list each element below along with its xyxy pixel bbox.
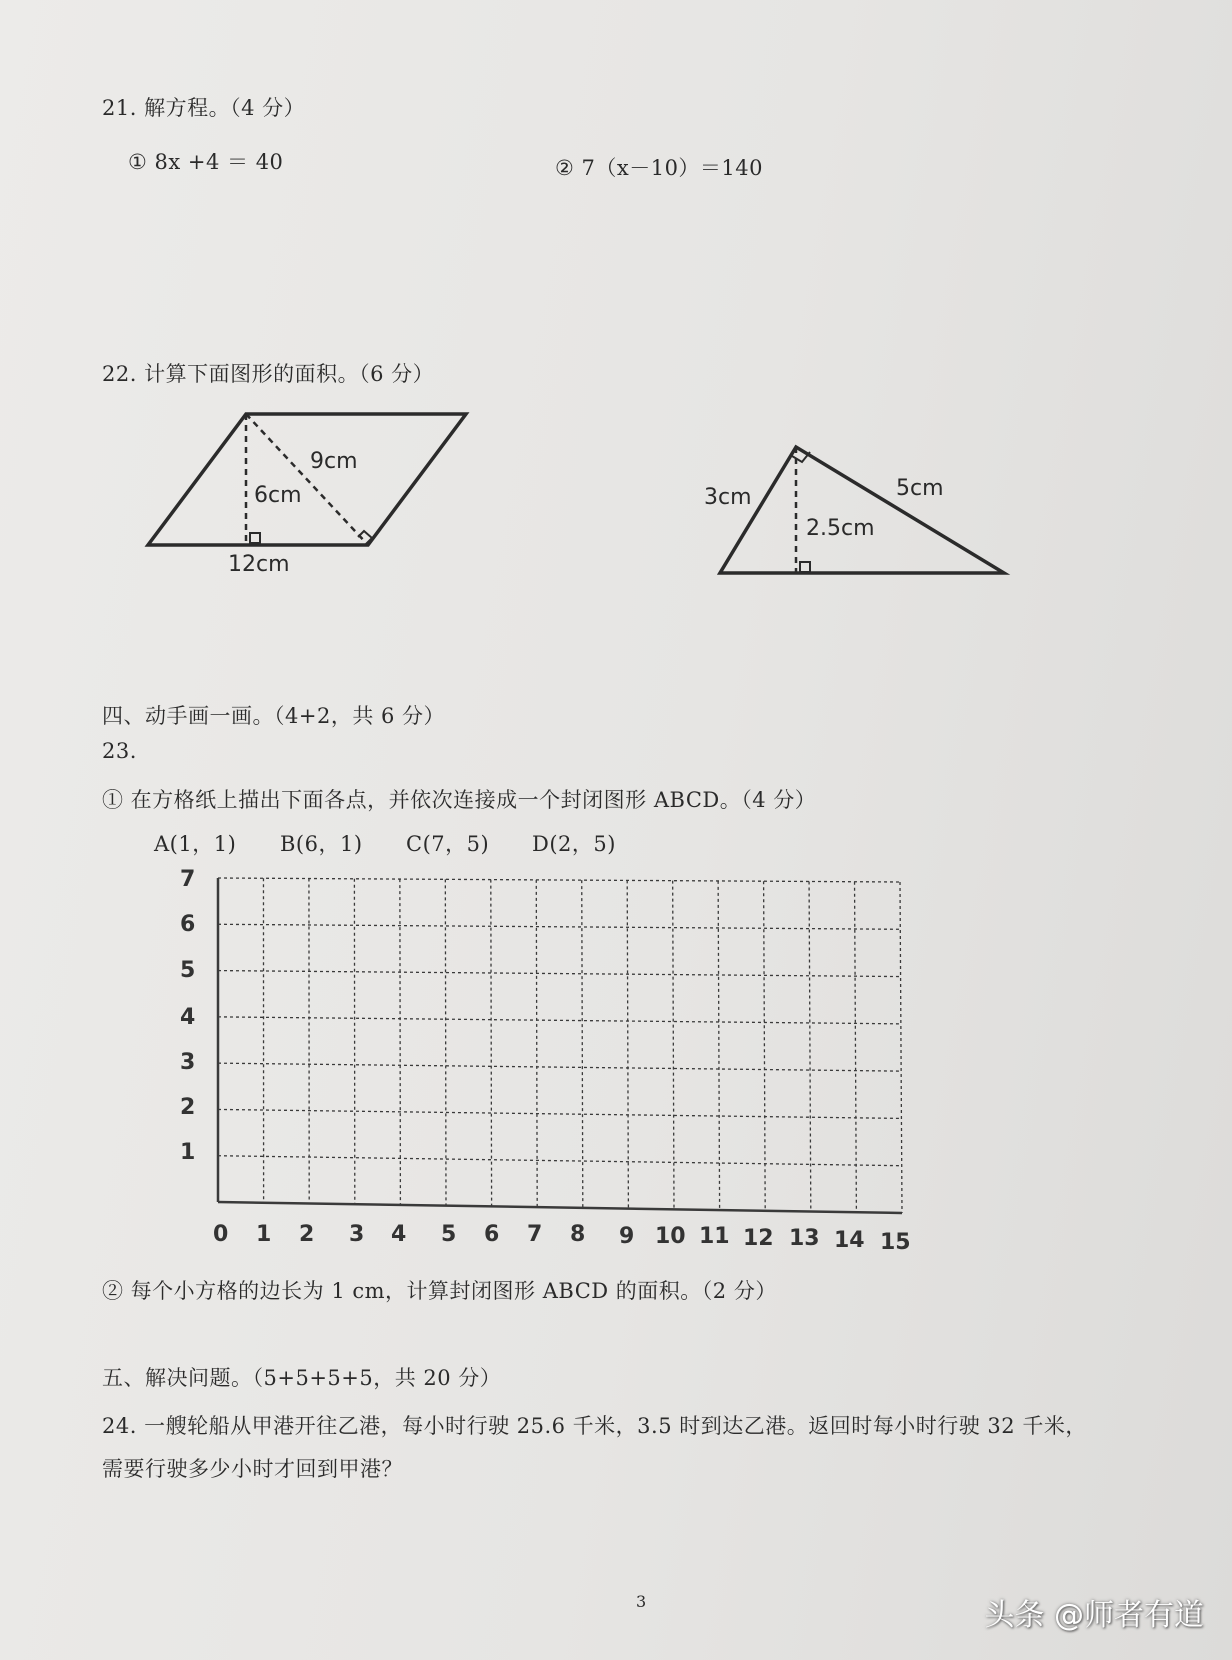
y-tick-label: 3 — [180, 1050, 196, 1075]
y-tick-label: 6 — [180, 912, 196, 937]
x-tick-label: 7 — [527, 1222, 543, 1247]
y-tick-label: 7 — [180, 867, 196, 892]
section-4-title: 四、动手画一画。（4+2，共 6 分） — [102, 704, 446, 728]
y-tick-label: 5 — [180, 958, 196, 983]
point-d: D(2，5) — [532, 832, 616, 856]
x-tick-label: 5 — [441, 1222, 457, 1247]
point-a: A(1，1) — [154, 832, 237, 856]
grid-line — [718, 881, 719, 1210]
point-b: B(6，1) — [280, 832, 363, 856]
x-tick-label: 6 — [484, 1222, 500, 1247]
q24-text-line1: 24. 一艘轮船从甲港开往乙港，每小时行驶 25.6 千米，3.5 时到达乙港。返回时每小时行驶 32 千米， — [102, 1414, 1087, 1438]
q21-equation-2: ② 7（x－10）＝140 — [555, 156, 764, 180]
parallelogram-base-label: 12cm — [228, 552, 290, 577]
grid-line — [900, 882, 902, 1213]
grid-line — [400, 879, 401, 1205]
q22-title: 22. 计算下面图形的面积。（6 分） — [102, 362, 435, 386]
grid-line — [218, 924, 900, 929]
grid-line — [218, 878, 900, 882]
grid-line — [809, 881, 811, 1211]
x-tick-label: 13 — [789, 1226, 820, 1251]
triangle-height-label: 2.5cm — [806, 516, 875, 541]
x-tick-label: 15 — [880, 1230, 911, 1255]
q24-text-line2: 需要行驶多少小时才回到甲港？ — [102, 1457, 403, 1481]
x-tick-label: 1 — [256, 1222, 272, 1247]
x-tick-label: 0 — [213, 1222, 229, 1247]
grid-line — [445, 879, 446, 1205]
x-tick-label: 11 — [699, 1224, 730, 1249]
section-5-title: 五、解决问题。（5+5+5+5，共 20 分） — [102, 1366, 502, 1390]
x-tick-label: 4 — [391, 1222, 407, 1247]
y-tick-label: 1 — [180, 1140, 196, 1165]
point-c: C(7，5) — [406, 832, 490, 856]
grid-line — [218, 1063, 901, 1071]
grid-line — [218, 1156, 902, 1166]
grid-line — [218, 971, 901, 977]
q23-part2-text: ② 每个小方格的边长为 1 cm，计算封闭图形 ABCD 的面积。（2 分） — [102, 1279, 777, 1303]
x-tick-label: 8 — [570, 1222, 586, 1247]
parallelogram-diagonal-label: 9cm — [310, 449, 358, 474]
grid-line — [491, 880, 492, 1207]
grid-line — [582, 880, 583, 1208]
parallelogram-height-label: 6cm — [254, 483, 302, 508]
x-tick-label: 10 — [655, 1224, 686, 1249]
grid-line — [218, 1109, 901, 1118]
q23-part1-text: ① 在方格纸上描出下面各点，并依次连接成一个封闭图形 ABCD。（4 分） — [102, 788, 817, 812]
x-tick-label: 9 — [619, 1224, 635, 1249]
x-tick-label: 12 — [743, 1226, 774, 1251]
grid-line — [855, 882, 857, 1213]
grid-line — [218, 1202, 902, 1213]
y-tick-label: 4 — [180, 1005, 196, 1030]
grid-line — [218, 1017, 901, 1024]
x-tick-label: 14 — [834, 1228, 865, 1253]
q21-equation-1: ① 8x +4 ＝ 40 — [128, 150, 284, 174]
triangle-left-side-label: 3cm — [704, 485, 752, 510]
watermark: 头条 @师者有道 — [984, 1598, 1204, 1633]
q23-number: 23. — [102, 739, 137, 763]
grid-line — [764, 881, 766, 1211]
triangle-right-side-label: 5cm — [896, 476, 944, 501]
q21-title: 21. 解方程。（4 分） — [102, 96, 306, 120]
grid-line — [673, 881, 674, 1210]
y-tick-label: 2 — [180, 1095, 196, 1120]
grid-line — [536, 880, 537, 1207]
x-tick-label: 2 — [299, 1222, 315, 1247]
page-number: 3 — [636, 1592, 647, 1611]
grid-line — [627, 880, 628, 1208]
x-tick-label: 3 — [349, 1222, 365, 1247]
